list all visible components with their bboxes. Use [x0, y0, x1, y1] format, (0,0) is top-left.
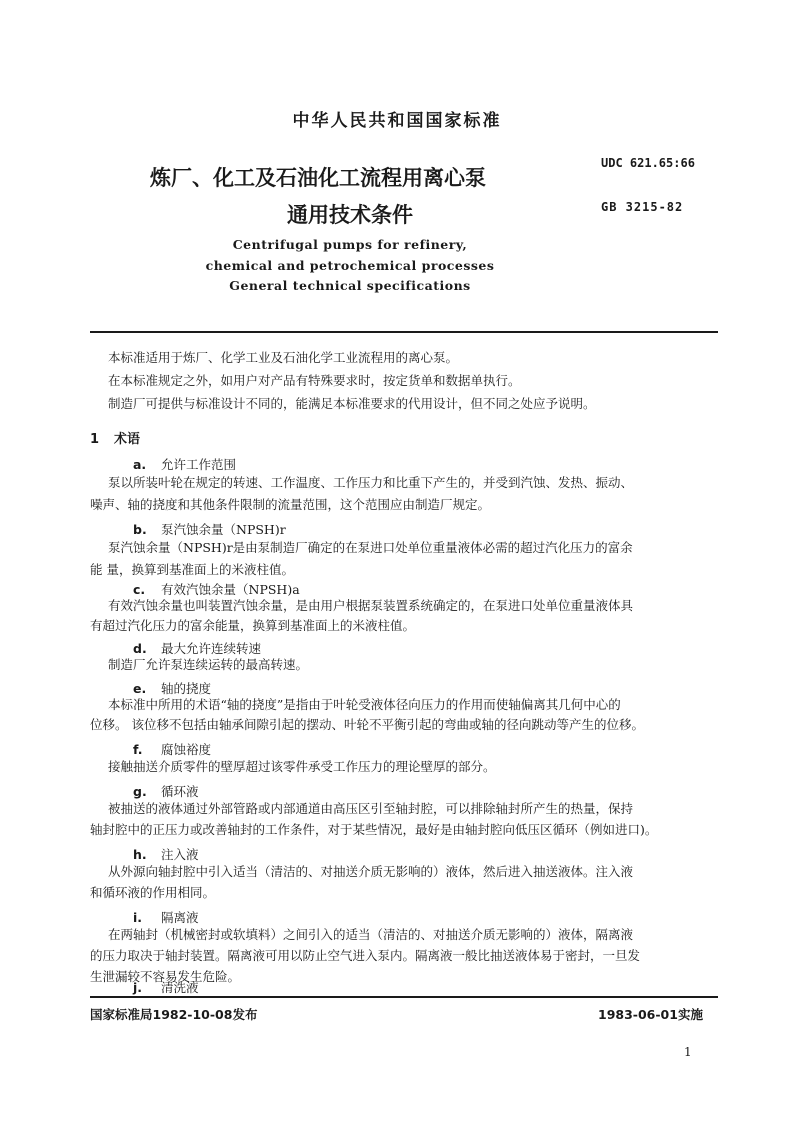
term-heading-a: a. 允许工作范围: [133, 457, 237, 472]
document-title-line1: 炼厂、化工及石油化工流程用离心泵: [150, 166, 486, 190]
header-divider: [90, 331, 718, 333]
term-text: 被抽送的液体通过外部管路或内部通道由高压区引至轴封腔，可以排除轴封所产生的热量，保持: [108, 801, 634, 816]
term-text: 在两轴封（机械密封或软填料）之间引入的适当（清洁的、对抽送介质无影响的）液体，隔离液: [108, 927, 634, 942]
term-text: 位移。 该位移不包括由轴承间隙引起的摆动、叶轮不平衡引起的弯曲或轴的径向跳动等产生的位移。: [90, 717, 644, 732]
english-title-line2: chemical and petrochemical processes: [205, 258, 495, 273]
footer-divider: [90, 996, 718, 998]
section-number: 1: [90, 432, 100, 447]
english-title-line1: Centrifugal pumps for refinery,: [232, 237, 468, 252]
effective-date: 1983-06-01实施: [598, 1007, 703, 1022]
term-text: 生泄漏较不容易发生危险。: [90, 969, 241, 984]
term-heading-f: f. 腐蚀裕度: [133, 742, 212, 757]
intro-paragraph: 本标准适用于炼厂、化学工业及石油化学工业流程用的离心泵。: [108, 350, 459, 365]
term-heading-i: i. 隔离液: [133, 910, 199, 925]
term-text: 从外源向轴封腔中引入适当（清洁的、对抽送介质无影响的）液体，然后进入抽送液体。注入液: [108, 864, 634, 879]
issue-date: 国家标准局1982-10-08发布: [90, 1007, 258, 1022]
english-title-line3: General technical specifications: [229, 278, 471, 293]
term-text: 泵汽蚀余量（NPSH)r是由泵制造厂确定的在泵进口处单位重量液体必需的超过汽化压力的富余: [108, 540, 633, 555]
term-text: 泵以所装叶轮在规定的转速、工作温度、工作压力和比重下产生的，并受到汽蚀、发热、振动、: [108, 475, 634, 490]
term-text: 本标准中所用的术语“轴的挠度”是指由于叶轮受液体径向压力的作用而使轴偏离其几何中心的: [108, 697, 621, 712]
term-heading-g: g. 循环液: [133, 784, 199, 799]
term-text: 噪声、轴的挠度和其他条件限制的流量范围，这个范围应由制造厂规定。: [90, 497, 491, 512]
page-number: 1: [684, 1045, 692, 1059]
term-text: 轴封腔中的正压力或改善轴封的工作条件，对于某些情况，最好是由轴封腔向低压区循环（例如进口)。: [90, 822, 658, 837]
term-text: 的压力取决于轴封装置。隔离液可用以防止空气进入泵内。隔离液一般比抽送液体易于密封，一旦发: [90, 948, 641, 963]
term-text: 接触抽送介质零件的壁厚超过该零件承受工作压力的理论壁厚的部分。: [108, 759, 496, 774]
term-text: 有效汽蚀余量也叫装置汽蚀余量，是由用户根据泵装置系统确定的，在泵进口处单位重量液体具: [108, 598, 634, 613]
section-title: 术语: [114, 432, 141, 447]
term-heading-d: d. 最大允许连续转速: [133, 641, 262, 656]
intro-paragraph: 在本标准规定之外，如用户对产品有特殊要求时，按定货单和数据单执行。: [108, 373, 521, 388]
intro-paragraph: 制造厂可提供与标准设计不同的，能满足本标准要求的代用设计，但不同之处应予说明。: [108, 396, 596, 411]
term-text: 制造厂允许泵连续运转的最高转速。: [108, 657, 309, 672]
term-text: 有超过汽化压力的富余能量，换算到基准面上的米液柱值。: [90, 618, 416, 633]
section-heading: [90, 428, 140, 447]
term-heading-c: c. 有效汽蚀余量（NPSH)a: [133, 582, 300, 597]
term-text: 能 量，换算到基准面上的米液柱值。: [90, 562, 294, 577]
term-heading-h: h. 注入液: [133, 847, 199, 862]
udc-number: UDC 621.65:66: [601, 156, 695, 170]
document-title-line2: 通用技术条件: [287, 203, 413, 227]
national-standard-heading: 中华人民共和国国家标准: [292, 111, 502, 131]
gb-number: GB 3215-82: [601, 200, 684, 214]
term-heading-b: b. 泵汽蚀余量（NPSH)r: [133, 522, 286, 537]
term-heading-e: e. 轴的挠度: [133, 681, 212, 696]
term-text: 和循环液的作用相同。: [90, 885, 216, 900]
term-heading-j: j. 清洗液: [133, 980, 199, 995]
